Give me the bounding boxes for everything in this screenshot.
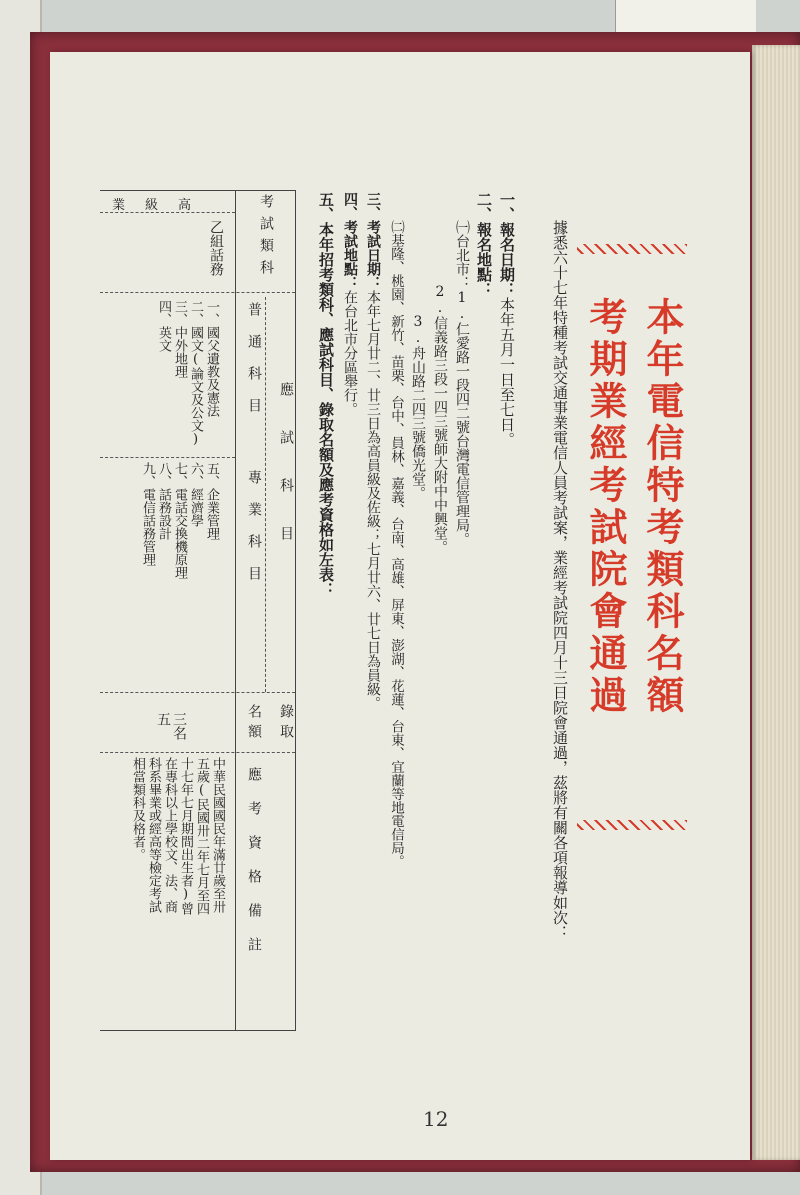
qualification-line-5: 科系畢業或經高等檢定考試: [146, 757, 161, 913]
title-bottom-wave: [577, 820, 687, 830]
title-line-2: 考期業經考試院會通過: [583, 297, 627, 717]
qualification-line-3: 十七年七月期間出生者)曾: [178, 757, 193, 915]
row-divider-3: [100, 457, 235, 458]
general-subject-4: 四、英文: [156, 300, 171, 352]
qualification-line-2: 五歲(民國卅二年七月至四: [194, 757, 209, 915]
table-right-border: [295, 190, 296, 1030]
qualification-line-4: 在專科以上學校文、法、商: [162, 757, 177, 913]
specialized-subject-2: 六、經濟學: [188, 462, 203, 527]
table-bottom-border: [100, 1030, 296, 1031]
table-header-general: 普通科目: [246, 302, 262, 430]
table-quota-b: 五: [155, 712, 171, 726]
table-level: 高級業: [112, 198, 212, 213]
specialized-subject-1: 五、企業管理: [204, 462, 219, 540]
section-3-text: 本年七月廿二、廿三日為高員級及佐級；七月廿六、廿七日為員級。: [365, 290, 381, 710]
qualification-line-6: 相當類科及格者。: [130, 757, 145, 861]
section-2-item-3: 3.舟山路二四三號僑光堂。: [410, 314, 426, 500]
specialized-subject-4: 八、話務設計: [156, 462, 171, 540]
table-header-category: 考試類科: [258, 194, 274, 282]
table-header-dot-divider: [265, 297, 266, 692]
general-subject-3: 三、中外地理: [172, 300, 187, 378]
section-1-label: 一、報名日期：: [498, 192, 516, 297]
section-4-text: 在台北市分區舉行。: [342, 290, 358, 416]
section-5: 五、本年招考類科、應試科目、錄取名額及應考資格如左表：: [317, 192, 335, 597]
table-header-quota-a: 錄取: [278, 704, 294, 744]
table-top-border: [100, 190, 296, 191]
specialized-subject-5: 九、電信話務管理: [140, 462, 155, 566]
table-header-quota-b: 名額: [246, 704, 262, 744]
section-3-label: 三、考試日期：: [365, 192, 381, 290]
table-header-divider: [235, 190, 236, 1030]
section-2-item-1: ㈠台北市：1.仁愛路一段四二號台灣電信管理局。: [454, 220, 470, 546]
section-4: [340, 192, 360, 416]
section-1-text: 本年五月一日至七日。: [498, 297, 516, 447]
title-top-wave: [577, 244, 687, 254]
book-page: [50, 52, 750, 1160]
row-divider-5: [100, 752, 295, 753]
table-header-specialized: 專業科目: [246, 470, 262, 598]
intro-paragraph: 據悉六十七年特種考試交通事業電信人員考試案，業經考試院四月十三日院會通過，茲將有關各項報導如次：: [551, 220, 569, 940]
section-1: [497, 192, 518, 447]
table-quota: 三名: [171, 712, 187, 740]
table-header-qualifications: 應考資格備註: [246, 767, 262, 971]
qualification-line-1: 中華民國國民年滿廿歲至卅: [210, 757, 225, 913]
page-edges: [752, 45, 800, 1160]
table-category: 乙組話務: [208, 220, 224, 276]
section-4-label: 四、考試地點：: [342, 192, 358, 290]
general-subject-2: 二、國文(論文及公文): [188, 300, 203, 447]
page-number: 12: [423, 1107, 449, 1131]
general-subject-1: 一、國父遺教及憲法: [204, 300, 219, 417]
section-2-item-b: ㈡基隆、桃園、新竹、苗栗、台中、員林、嘉義、台南、高雄、屏東、澎湖、花蓮、台東、宜蘭等地電信局。: [388, 220, 404, 868]
specialized-subject-3: 七、電話交換機原理: [172, 462, 187, 579]
title-line-1: 本年電信特考類科名額: [640, 297, 684, 717]
section-3: [363, 192, 383, 710]
section-2-item-2: 2.信義路三段一四三號師大附中中興堂。: [432, 284, 448, 554]
row-divider-2: [100, 292, 295, 293]
row-divider-4: [100, 692, 295, 693]
section-2-label: 二、報名地點：: [475, 192, 493, 297]
table-header-subjects: 應試科目: [278, 382, 294, 574]
